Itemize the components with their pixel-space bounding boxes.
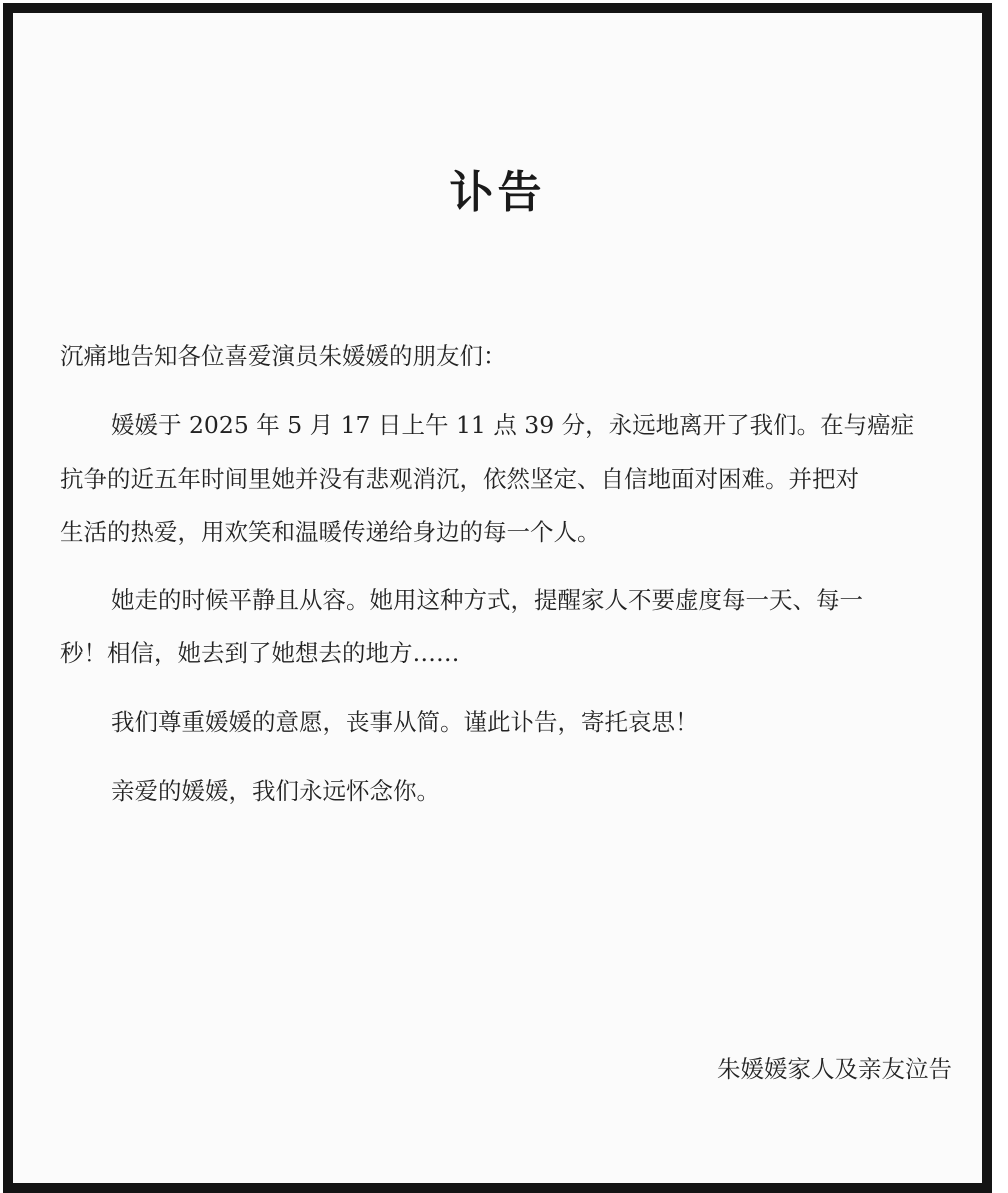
paragraph-4: 亲爱的媛媛，我们永远怀念你。	[111, 777, 440, 805]
paragraph-1-line-2: 抗争的近五年时间里她并没有悲观消沉，依然坚定、自信地面对困难。并把对	[60, 465, 859, 493]
paragraph-2-line-1: 她走的时候平静且从容。她用这种方式，提醒家人不要虚度每一天、每一	[111, 586, 863, 614]
paragraph-3: 我们尊重媛媛的意愿，丧事从简。谨此讣告，寄托哀思！	[111, 708, 699, 736]
paragraph-1-line-1: 媛媛于 2025 年 5 月 17 日上午 11 点 39 分，永远地离开了我们。在与癌症	[111, 411, 915, 439]
paragraph-1-line-3: 生活的热爱，用欢笑和温暖传递给身边的每一个人。	[60, 518, 601, 546]
document-title: 讣告	[449, 167, 546, 218]
signature: 朱媛媛家人及亲友泣告	[717, 1055, 952, 1083]
salutation: 沉痛地告知各位喜爱演员朱媛媛的朋友们：	[60, 342, 507, 370]
paragraph-2-line-2: 秒！相信，她去到了她想去的地方……	[60, 639, 460, 667]
document-frame	[3, 3, 992, 1193]
